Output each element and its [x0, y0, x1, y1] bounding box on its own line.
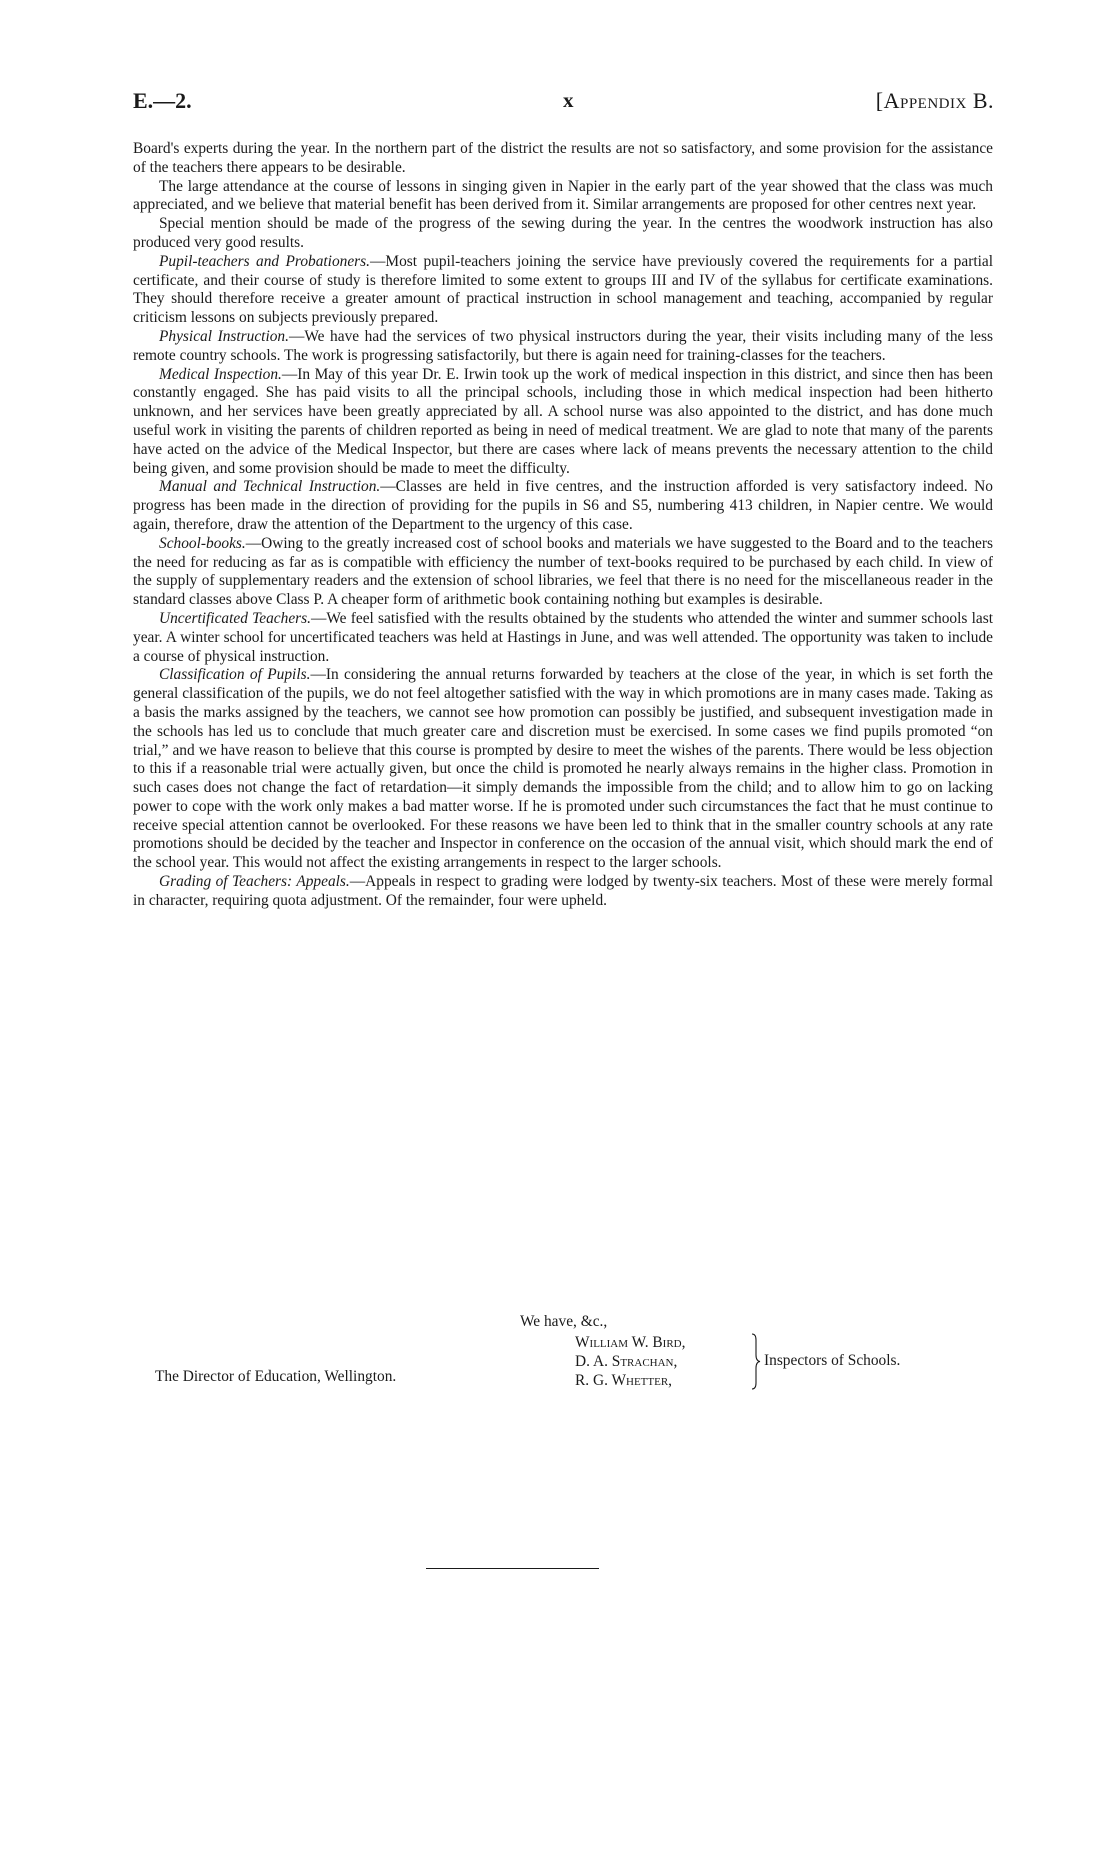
closing-salutation: We have, &c., — [520, 1313, 608, 1330]
page-header — [133, 88, 994, 118]
signatory-title: Inspectors of Schools. — [764, 1352, 901, 1369]
right-brace-icon — [751, 1333, 761, 1390]
paragraph: Uncertificated Teachers.—We feel satisfied with the results obtained by the students who attended the winter and summer schools last year. A winter school for uncertificated teachers was held at Hastings in June, and was well attended. The opportunity was taken to include a course of physical instruction. — [133, 609, 993, 665]
end-rule — [426, 1568, 599, 1569]
signatory-name: R. G. Whetter, — [575, 1372, 673, 1389]
paragraph: Classification of Pupils.—In considering the annual returns forwarded by teachers at the close of the year, in which is set forth the general classification of the pupils, we do not feel altogether satisfied with the way in which promotions are in many cases made. Taking as a basis the marks assigned by the teachers, we cannot see how promotion can possibly be justified, and subsequent investigation made in the schools has led us to conclude that much greater care and discretion must be exercised. In some cases we find pupils promoted “on trial,” and we have reason to believe that this course is prompted by desire to meet the wishes of the parents. There would be less objection to this if a reasonable trial were actually given, but once the child is promoted he nearly always remains in the higher class. Promotion in such cases does not change the fact of retardation—it simply demands the impossible from the child; and to allow him to go on lacking power to cope with the work only makes a bad matter worse. If he is promoted under such circumstances the fact that he must continue to receive special attention cannot be overlooked. For these reasons we have been led to think that in the smaller country schools at any rate promotions should be decided by the teacher and Inspector in conference on the occasion of the annual visit, which should mark the end of the school year. This would not affect the existing arrangements in respect to the larger schools. — [133, 666, 993, 872]
paragraph: Board's experts during the year. In the northern part of the district the results are not so satisfactory, and some provision for the assistance of the teachers there appears to be desirable. — [133, 140, 993, 176]
paragraph: School-books.—Owing to the greatly increased cost of school books and materials we have suggested to the Board and to the teachers the need for reducing as far as is compatible with efficiency the number of text-books required to be purchased by each child. In view of the supply of supplementary readers and the extension of school libraries, we feel that there is no need for the miscellaneous reader in the standard classes above Class P. A cheaper form of arithmetic book containing nothing but examples is desirable. — [133, 534, 993, 609]
header-page-number: x — [563, 88, 574, 112]
header-reference: E.—2. — [133, 88, 192, 113]
paragraph: Pupil-teachers and Probationers.—Most pupil-teachers joining the service have previously covered the requirements for a partial certificate, and their course of study is therefore limited to some extent to groups III and IV of the syllabus for certificate examinations. They should therefore receive a greater amount of practical instruction in school management and teaching, accompanied by regular criticism lessons on subjects previously prepared. — [133, 252, 993, 327]
paragraph: Physical Instruction.—We have had the services of two physical instructors during the year, their visits including many of the less remote country schools. The work is progressing satisfactorily, but there is again need for training-classes for the teachers. — [133, 327, 993, 364]
paragraph: Grading of Teachers: Appeals.—Appeals in respect to grading were lodged by twenty-six teachers. Most of these were merely formal in character, requiring quota adjustment. Of the remainder, four were upheld. — [133, 873, 993, 909]
report-body — [133, 140, 993, 911]
paragraph: Special mention should be made of the progress of the sewing during the year. In the centres the woodwork instruction has also produced very good results. — [133, 215, 993, 251]
paragraph: Manual and Technical Instruction.—Classes are held in five centres, and the instruction afforded is very satisfactory indeed. No progress has been made in the direction of providing for the pupils in S6 and S5, numbering 413 children, in Napier centre. We would again, therefore, draw the attention of the Department to the urgency of this case. — [133, 478, 993, 533]
signatory-name: William W. Bird, — [575, 1334, 686, 1351]
paragraph: Medical Inspection.—In May of this year Dr. E. Irwin took up the work of medical inspection in this district, and since then has been constantly engaged. She has paid visits to all the principal schools, including those in which medical inspection had been hitherto unknown, and her services have been greatly appreciated by all. A school nurse was also appointed to the district, and has done much useful work in visiting the parents of children reported as being in need of medical treatment. We are glad to note that many of the parents have acted on the advice of the Medical Inspector, but there are cases where lack of means prevents the necessary attention to the child being given, and some provision should be made to meet the difficulty. — [133, 365, 994, 477]
addressee: The Director of Education, Wellington. — [155, 1368, 397, 1385]
header-appendix: [Appendix B. — [875, 88, 994, 113]
signatory-name: D. A. Strachan, — [575, 1353, 678, 1370]
signature-block — [575, 1333, 685, 1390]
paragraph: The large attendance at the course of lessons in singing given in Napier in the early part of the year showed that the class was much appreciated, and we believe that material benefit has been derived from it. Similar arrangements are proposed for other centres next year. — [133, 177, 993, 214]
